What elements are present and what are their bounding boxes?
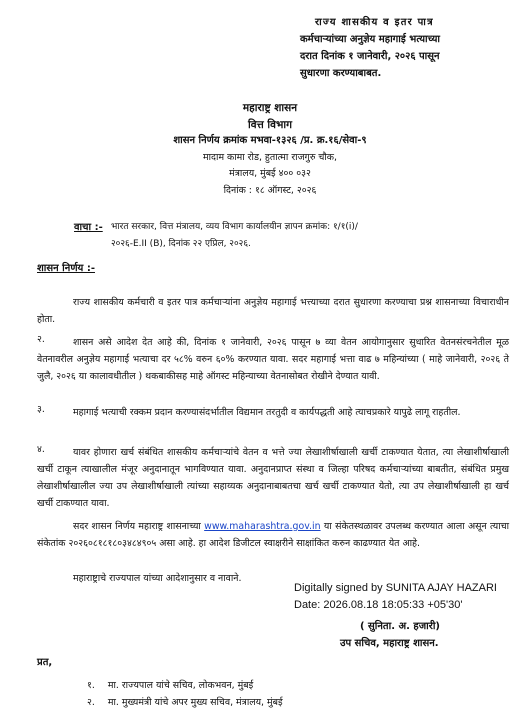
paragraph-4-number: ४.: [37, 444, 45, 455]
copy-to-item-text: मा. मुख्यमंत्री यांचे अपर मुख्य सचिव, मंत्रालय, मुंबई: [107, 697, 283, 708]
subject-line-3: दरात दिनांक १ जानेवारी, २०२६ पासून: [300, 51, 440, 62]
paragraph-4: यावर होणारा खर्च संबंधित शासकीय कर्मचाऱ्यांचे वेतन व भत्ते ज्या लेखाशीर्षाखाली खर्ची टाकण्यात येतात, त्या लेखाशीर्षाखाली खर्ची टाकून त्याखालील मंजूर अनुदानातून भागविण्यात यावा. अनुदानप्राप्त संस्था व जिल्हा परिषद कर्मचाऱ्यांच्या बाबतीत, संबंधित प्रमुख लेखाशीर्षाखालील ज्या उप लेखाशीर्षाखाली त्यांच्या सहाय्यक अनुदानाबाबतचा खर्च खर्ची टाकण्यात येतो, त्या उप लेखाशीर्षाखाली हा खर्च खर्ची टाकण्यात यावा.: [37, 447, 509, 509]
subject-line-4: सुधारणा करण्याबाबत.: [300, 68, 382, 79]
subject-block: [300, 14, 500, 82]
copy-to-item-number: २.: [87, 697, 95, 708]
resolution-date: दिनांक : १८ ऑगस्ट, २०२६: [223, 185, 317, 196]
copy-to-item: [87, 697, 283, 709]
paragraph-3-number: ३.: [37, 404, 45, 415]
digital-signature-line-1: Digitally signed by SUNITA AJAY HAZARI: [294, 582, 497, 594]
copy-to-item: [87, 680, 253, 692]
reference-label: वाचा :-: [74, 222, 103, 233]
reference-line-2: २०२६-E.II (B), दिनांक २२ एप्रिल, २०२६.: [111, 239, 251, 249]
paragraph-2-number: २.: [37, 334, 45, 345]
decision-heading: शासन निर्णय :-: [37, 263, 95, 274]
paragraph-5: [37, 518, 509, 552]
subject-line-1: राज्य शासकीय व इतर पात्र: [315, 17, 434, 28]
address-line-2: मंत्रालय, मुंबई ४०० ०३२: [229, 168, 311, 179]
copy-to-label: प्रत,: [37, 657, 53, 668]
signatory-name: ( सुनिता. अ. हजारी): [359, 621, 440, 632]
department-name: वित्त विभाग: [247, 119, 293, 131]
reference-line-1: भारत सरकार, वित्त मंत्रालय, व्यय विभाग कार्यालयीन ज्ञापन क्रमांक: १/१(i)/: [111, 222, 358, 232]
website-link[interactable]: www.maharashtra.gov.in: [204, 521, 321, 532]
copy-to-item-text: मा. राज्यपाल यांचे सचिव, लोकभवन, मुंबई: [107, 680, 254, 691]
order-line: महाराष्ट्राचे राज्यपाल यांच्या आदेशानुसार व नावाने.: [73, 573, 242, 584]
government-name: महाराष्ट्र शासन: [242, 102, 298, 114]
signatory-designation: उप सचिव, महाराष्ट्र शासन.: [340, 638, 439, 649]
digital-signature-line-2: Date: 2026.08.18 18:05:33 +05'30': [294, 599, 463, 611]
paragraph-2: शासन असे आदेश देत आहे की, दिनांक १ जानेवारी, २०२६ पासून ७ व्या वेतन आयोगानुसार सुधारित वेतनसंरचनेतील मूळ वेतनावरील अनुज्ञेय महागाई भत्याचा दर ५८% वरुन ६०% करण्यात यावा. सदर महागाई भत्ता वाढ ७ महिन्यांच्या ( माहे जानेवारी, २०२६ ते जुलै, २०२६ या कालावधीतील ) थकबाकीसह माहे ऑगस्ट महिन्याच्या वेतनासोबत रोखीने देण्यात यावी.: [37, 337, 509, 382]
address-line-1: मादाम कामा रोड, हुतात्मा राजगुरु चौक,: [203, 152, 337, 163]
paragraph-intro: राज्य शासकीय कर्मचारी व इतर पात्र कर्मचाऱ्यांना अनुज्ञेय महागाई भत्त्याच्या दरात सुधारणा करण्याचा प्रश्न शासनाच्या विचाराधीन होता.: [37, 297, 509, 325]
copy-to-item-number: १.: [87, 680, 95, 691]
resolution-number: शासन निर्णय क्रमांक मभवा-१३२६ /प्र. क्र.१६/सेवा-९: [173, 135, 367, 146]
paragraph-3: महागाई भत्याची रक्कम प्रदान करण्यासंदर्भातील विद्यमान तरतुदी व कार्यपद्धती आहे त्याचप्रकारे यापुढे लागू राहतील.: [73, 407, 461, 418]
paragraph-5-before: सदर शासन निर्णय महाराष्ट्र शासनाच्या: [73, 521, 205, 532]
paragraph-5-after: या संकेतस्थळावर उपलब्ध करण्यात आला असून त्याचा संकेतांक २०२६०८१८१८०३४८४९०५ असा आहे. हा आदेश डिजीटल स्वाक्षरीने साक्षांकित करुन काढण्यात येत आहे.: [37, 521, 510, 549]
subject-line-2: कर्मचाऱ्यांच्या अनुज्ञेय महागाई भत्याच्या: [300, 34, 440, 45]
